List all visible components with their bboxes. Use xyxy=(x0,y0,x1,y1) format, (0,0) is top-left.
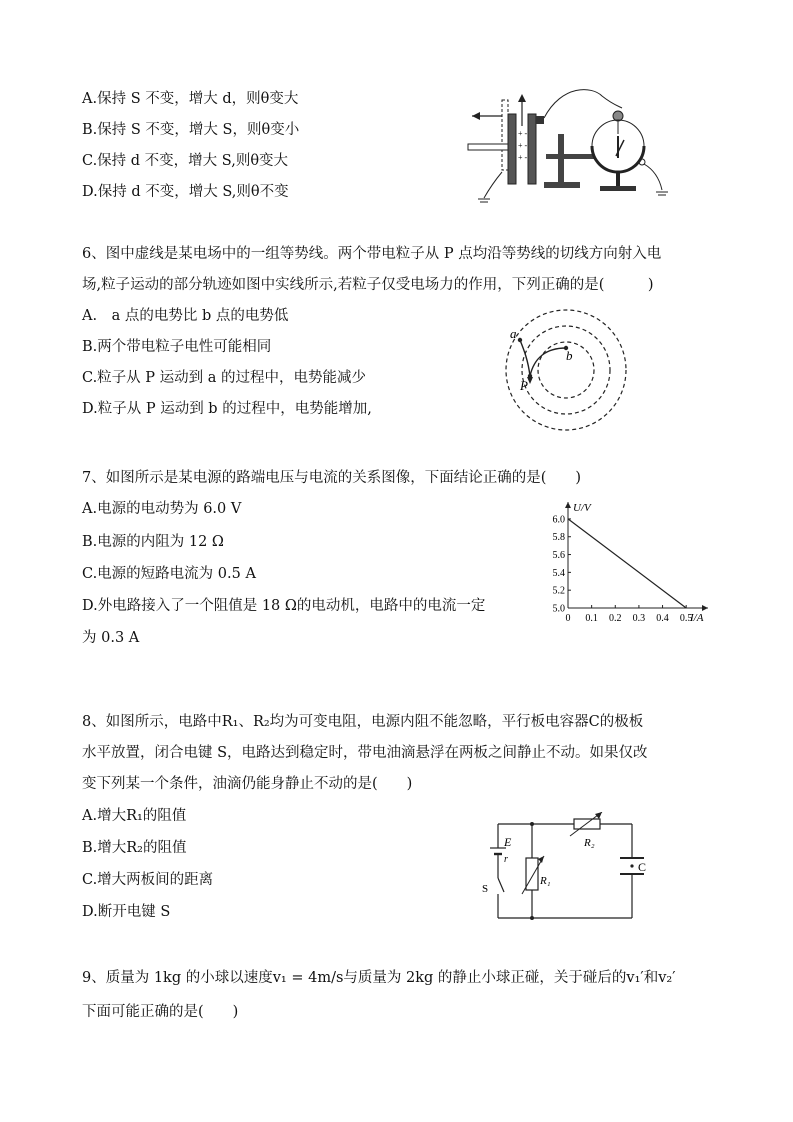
y-tick-label: 5.0 xyxy=(552,603,565,615)
u-i-chart xyxy=(540,496,720,628)
svg-text:+ -: + - xyxy=(518,129,528,138)
q8-option-c: C.增大两板间的距离 xyxy=(82,872,214,888)
q8-stem-line-3: 变下列某一个条件，油滴仍能身静止不动的是( ) xyxy=(82,776,413,792)
x-tick-label: 0.1 xyxy=(585,613,598,624)
x-tick-label: 0.3 xyxy=(632,613,646,624)
q7-option-c: C.电源的短路电流为 0.5 A xyxy=(82,566,256,582)
label-a: a xyxy=(510,326,517,341)
label-e: E xyxy=(504,835,512,849)
label-r2: R₂ xyxy=(584,837,595,849)
q7-option-d: D.外电路接入了一个阻值是 18 Ω的电动机，电路中的电流一定 xyxy=(82,598,486,614)
label-c: C xyxy=(638,860,647,874)
y-tick-label: 5.6 xyxy=(552,550,565,562)
x-axis-label: I/A xyxy=(690,612,704,624)
y-axis-label: U/V xyxy=(573,502,591,514)
equipotential-figure xyxy=(500,300,640,440)
q6-stem-line-2: 场,粒子运动的部分轨迹如图中实线所示,若粒子仅受电场力的作用，下列正确的是( ) xyxy=(82,277,654,293)
q7-option-b: B.电源的内阻为 12 Ω xyxy=(82,534,224,550)
q6-option-a: A. a 点的电势比 b 点的电势低 xyxy=(82,308,289,324)
q7-option-d-cont: 为 0.3 A xyxy=(82,630,140,646)
label-r1: R₁ xyxy=(540,875,551,887)
label-r: r xyxy=(504,854,508,865)
q8-stem-line-2: 水平放置，闭合电键 S，电路达到稳定时，带电油滴悬浮在两板之间静止不动。如果仅改 xyxy=(82,745,648,761)
label-p: P xyxy=(520,378,528,393)
q7-stem: 7、如图所示是某电源的路端电压与电流的关系图像，下面结论正确的是( ) xyxy=(82,470,582,486)
q7-option-a: A.电源的电动势为 6.0 V xyxy=(82,501,242,517)
q8-option-a: A.增大R₁的阻值 xyxy=(82,808,187,824)
circuit-figure xyxy=(478,812,658,928)
q5-option-a: A.保持 S 不变，增大 d，则θ变大 xyxy=(82,91,299,107)
x-tick-label: 0 xyxy=(565,613,571,624)
q9-stem-line-2: 下面可能正确的是( ) xyxy=(82,1004,239,1020)
q8-option-d: D.断开电键 S xyxy=(82,904,171,920)
y-tick-label: 6.0 xyxy=(552,514,565,526)
y-tick-label: 5.8 xyxy=(552,532,565,544)
x-tick-label: 0.5 xyxy=(679,613,693,624)
x-tick-label: 0.4 xyxy=(656,613,669,624)
q8-stem-line-1: 8、如图所示，电路中R₁、R₂均为可变电阻，电源内阻不能忽略，平行板电容器C的极板 xyxy=(82,714,644,730)
q5-option-d: D.保持 d 不变，增大 S,则θ不变 xyxy=(82,184,289,200)
q8-option-b: B.增大R₂的阻值 xyxy=(82,840,187,856)
q6-stem-line-1: 6、图中虚线是某电场中的一组等势线。两个带电粒子从 P 点均沿等势线的切线方向射入电 xyxy=(82,246,662,262)
label-b: b xyxy=(566,348,573,363)
capacitor-electroscope-figure xyxy=(462,86,682,210)
q5-option-b: B.保持 S 不变，增大 S，则θ变小 xyxy=(82,122,300,138)
q6-option-c: C.粒子从 P 运动到 a 的过程中，电势能减少 xyxy=(82,370,367,386)
svg-text:+ -: + - xyxy=(518,141,528,150)
label-s: S xyxy=(482,883,489,895)
y-tick-label: 5.2 xyxy=(552,585,565,597)
y-tick-label: 5.4 xyxy=(552,567,565,579)
q5-option-c: C.保持 d 不变，增大 S,则θ变大 xyxy=(82,153,289,169)
svg-text:+ -: + - xyxy=(518,153,528,162)
x-tick-label: 0.2 xyxy=(609,613,622,624)
q6-option-d: D.粒子从 P 运动到 b 的过程中，电势能增加, xyxy=(82,401,372,417)
q9-stem-line-1: 9、质量为 1kg 的小球以速度v₁ = 4m/s与质量为 2kg 的静止小球正碰，关于碰后的v₁′和v₂′ xyxy=(82,970,676,986)
q6-option-b: B.两个带电粒子电性可能相同 xyxy=(82,339,272,355)
series-line xyxy=(568,519,686,608)
